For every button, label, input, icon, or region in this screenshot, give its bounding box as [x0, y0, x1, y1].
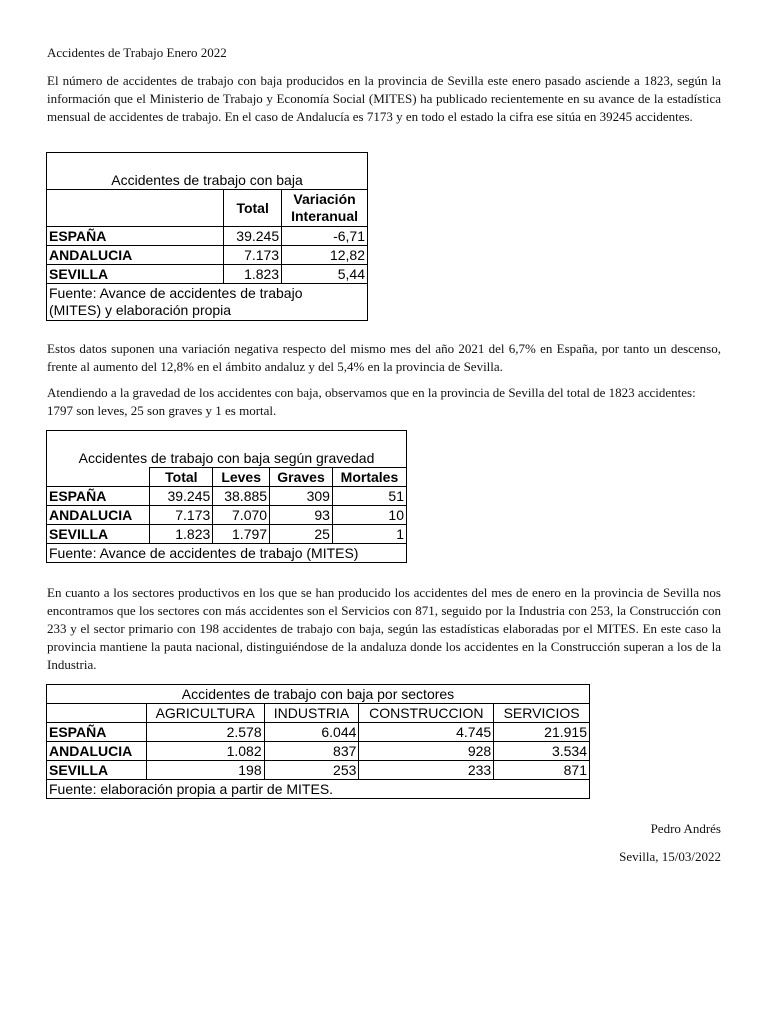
cell-graves: 309 — [270, 487, 333, 506]
table1-header-empty — [47, 190, 224, 227]
cell-industria: 837 — [264, 742, 359, 761]
table3-title: Accidentes de trabajo con baja por sectores — [47, 685, 590, 704]
table-row — [47, 723, 590, 742]
table2-title: Accidentes de trabajo con baja según gravedad — [47, 431, 407, 468]
table-row — [47, 265, 368, 284]
table1-source-line1: Fuente: Avance de accidentes de trabajo — [49, 285, 303, 301]
cell-leves: 7.070 — [213, 506, 270, 525]
row-label: ESPAÑA — [47, 723, 147, 742]
cell-construccion: 928 — [359, 742, 494, 761]
table-accidents-total — [46, 152, 368, 321]
table-accidents-severity — [46, 430, 407, 563]
table2-source: Fuente: Avance de accidentes de trabajo (MITES) — [47, 544, 407, 563]
row-label: ANDALUCIA — [47, 506, 150, 525]
cell-servicios: 3.534 — [494, 742, 590, 761]
cell-graves: 25 — [270, 525, 333, 544]
table3-col-construccion: CONSTRUCCION — [359, 704, 494, 723]
cell-servicios: 871 — [494, 761, 590, 780]
row-label: ANDALUCIA — [47, 246, 224, 265]
cell-mortales: 51 — [332, 487, 406, 506]
document-title: Accidentes de Trabajo Enero 2022 — [47, 45, 227, 60]
cell-industria: 253 — [264, 761, 359, 780]
place-date: Sevilla, 15/03/2022 — [619, 849, 721, 864]
cell-variation: 12,82 — [282, 246, 368, 265]
cell-total: 39.245 — [150, 487, 213, 506]
row-label: ESPAÑA — [47, 227, 224, 246]
table-row — [47, 761, 590, 780]
table2-col-leves: Leves — [213, 468, 270, 487]
table3-col-agricultura: AGRICULTURA — [146, 704, 264, 723]
paragraph-variation: Estos datos suponen una variación negativa respecto del mismo mes del año 2021 del 6,7% en España, por tanto un descenso, frente al aumento del 12,8% en el ámbito andaluz y del 5,4% en la provincia de Sevilla. — [47, 341, 721, 374]
table1-col-total: Total — [224, 190, 282, 227]
table1-col-variation-line2: Interanual — [291, 208, 358, 224]
table2-header-empty — [47, 468, 150, 487]
table-row — [47, 742, 590, 761]
cell-leves: 1.797 — [213, 525, 270, 544]
table1-source — [47, 284, 368, 321]
table2-col-mortales: Mortales — [332, 468, 406, 487]
table3-col-servicios: SERVICIOS — [494, 704, 590, 723]
cell-variation: 5,44 — [282, 265, 368, 284]
row-label: SEVILLA — [47, 525, 150, 544]
cell-variation: -6,71 — [282, 227, 368, 246]
cell-agricultura: 1.082 — [146, 742, 264, 761]
row-label: SEVILLA — [47, 761, 147, 780]
table2-col-graves: Graves — [270, 468, 333, 487]
table1-col-variation — [282, 190, 368, 227]
row-label: ANDALUCIA — [47, 742, 147, 761]
cell-leves: 38.885 — [213, 487, 270, 506]
table-row — [47, 506, 407, 525]
table2-col-total: Total — [150, 468, 213, 487]
cell-mortales: 10 — [332, 506, 406, 525]
table1-source-line2: (MITES) y elaboración propia — [49, 302, 232, 318]
table3-source: Fuente: elaboración propia a partir de MITES. — [47, 780, 590, 799]
table-row — [47, 246, 368, 265]
table-row — [47, 487, 407, 506]
cell-industria: 6.044 — [264, 723, 359, 742]
cell-total: 7.173 — [150, 506, 213, 525]
cell-graves: 93 — [270, 506, 333, 525]
table-row — [47, 525, 407, 544]
table3-col-industria: INDUSTRIA — [264, 704, 359, 723]
cell-construccion: 4.745 — [359, 723, 494, 742]
table1-title: Accidentes de trabajo con baja — [47, 153, 368, 190]
cell-total: 7.173 — [224, 246, 282, 265]
cell-total: 1.823 — [224, 265, 282, 284]
cell-servicios: 21.915 — [494, 723, 590, 742]
table3-header-empty — [47, 704, 147, 723]
cell-construccion: 233 — [359, 761, 494, 780]
table-accidents-sectors — [46, 684, 590, 799]
row-label: SEVILLA — [47, 265, 224, 284]
paragraph-severity: Atendiendo a la gravedad de los accidentes con baja, observamos que en la provincia de Sevilla del total de 1823 accidentes: 1797 son leves, 25 son graves y 1 es mortal. — [47, 385, 696, 418]
row-label: ESPAÑA — [47, 487, 150, 506]
table1-col-variation-line1: Variación — [293, 191, 356, 207]
paragraph-intro: El número de accidentes de trabajo con baja producidos en la provincia de Sevilla este enero pasado asciende a 1823, según la información que el Ministerio de Trabajo y Economía Social (MITES) ha publicado recientemente en su avance de la estadística mensual de accidentes de trabajo. En el caso de Andalucía es 7173 y en todo el estado la cifra ese sitúa en 39245 accidentes. — [47, 73, 721, 124]
cell-agricultura: 198 — [146, 761, 264, 780]
cell-total: 1.823 — [150, 525, 213, 544]
table-row — [47, 227, 368, 246]
paragraph-sectors: En cuanto a los sectores productivos en los que se han producido los accidentes del mes de enero en la provincia de Sevilla nos encontramos que los sectores con más accidentes son el Servicios con 871, seguido por la Industria con 253, la Construcción con 233 y el sector primario con 198 accidentes de trabajo con baja, según las estadísticas elaboradas por el MITES. En este caso la provincia mantiene la pauta nacional, distinguiéndose de la andaluza donde los accidentes en la Construcción superan a los de la Industria. — [47, 585, 721, 672]
cell-total: 39.245 — [224, 227, 282, 246]
cell-agricultura: 2.578 — [146, 723, 264, 742]
author-name: Pedro Andrés — [650, 821, 721, 836]
cell-mortales: 1 — [332, 525, 406, 544]
